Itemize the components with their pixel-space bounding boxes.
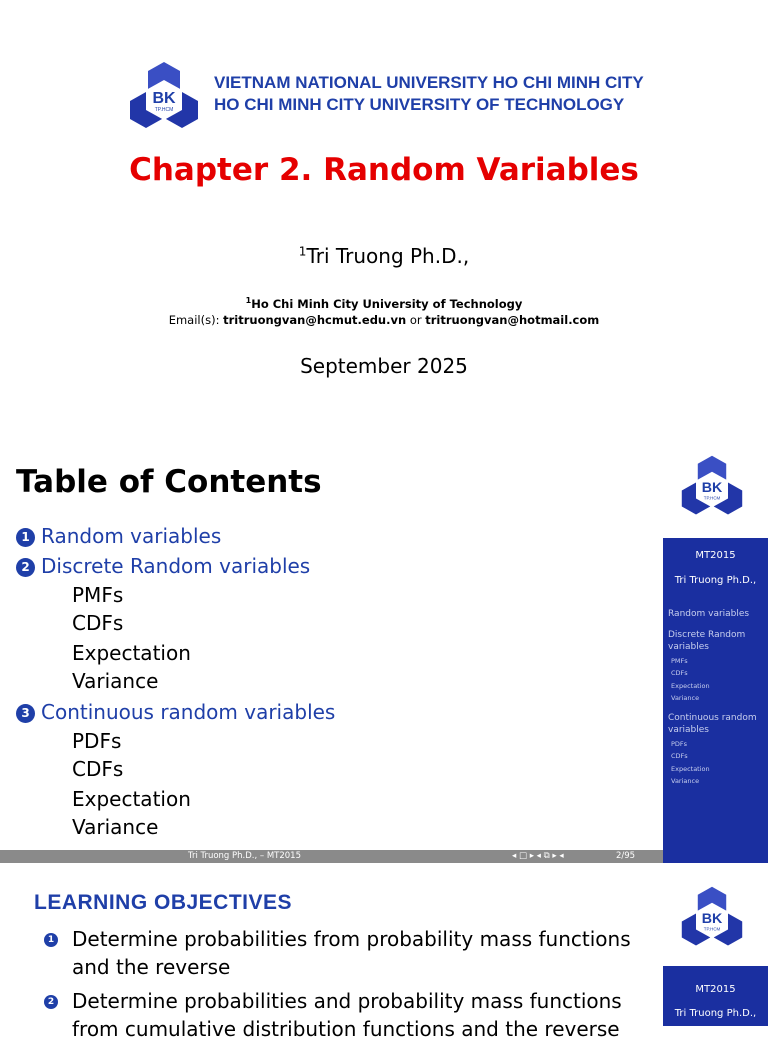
- objective-text: Determine probabilities from probability mass functions and the reverse: [72, 927, 631, 979]
- toc-section-label: Discrete Random variables: [41, 554, 311, 578]
- footer-author-course: Tri Truong Ph.D., – MT2015: [188, 851, 301, 861]
- university-name-line1: VIETNAM NATIONAL UNIVERSITY HO CHI MINH CITY: [214, 73, 644, 92]
- objective-item-2: [48, 987, 638, 1043]
- bk-logo-icon: [680, 454, 744, 518]
- sidebar-subitem-expectation[interactable]: Expectation: [671, 682, 710, 690]
- toc-section-label: Random variables: [41, 524, 222, 548]
- section-number-badge: 3: [16, 704, 35, 723]
- toc-slide: [0, 430, 768, 863]
- navigation-sidebar: [663, 966, 768, 1026]
- toc-section-1[interactable]: [16, 524, 221, 548]
- presentation-date: September 2025: [300, 354, 468, 378]
- bk-logo-icon: [128, 60, 200, 132]
- toc-section-3[interactable]: [16, 700, 335, 724]
- objectives-title: LEARNING OBJECTIVES: [34, 891, 293, 914]
- footer-sidebar-segment: [663, 850, 768, 863]
- objectives-slide: [0, 863, 768, 1041]
- sidebar-subitem-pdfs[interactable]: PDFs: [671, 740, 688, 748]
- logo-text: BK: [152, 90, 176, 107]
- toc-subsection-variance[interactable]: Variance: [72, 669, 159, 693]
- objective-number-badge: 1: [44, 933, 58, 947]
- navigation-controls-icon[interactable]: ◂ □ ▸ ◂ ⧉ ▸ ◂: [512, 851, 564, 861]
- author-name: Tri Truong Ph.D.,: [306, 244, 470, 268]
- toc-subsection-cdfs[interactable]: CDFs: [72, 757, 124, 781]
- university-header: [128, 60, 648, 132]
- sidebar-author: Tri Truong Ph.D.,: [674, 1008, 757, 1019]
- email-prefix: Email(s):: [168, 313, 220, 327]
- sidebar-subitem-variance[interactable]: Variance: [671, 777, 700, 785]
- email-primary[interactable]: tritruongvan@hcmut.edu.vn: [223, 313, 407, 327]
- email-or: or: [409, 313, 422, 327]
- logo-subtext: TP.HCM: [154, 107, 174, 113]
- sidebar-subitem-pmfs[interactable]: PMFs: [671, 657, 688, 665]
- objective-text: Determine probabilities and probability mass functions from cumulative distribution functions and the reverse: [72, 989, 622, 1041]
- toc-section-label: Continuous random variables: [41, 700, 336, 724]
- logo-text: BK: [701, 911, 723, 928]
- author-line: [0, 244, 768, 268]
- logo-subtext: TP.HCM: [703, 926, 721, 932]
- sidebar-subitem-variance[interactable]: Variance: [671, 694, 700, 702]
- footer-page-number: 2/95: [616, 851, 636, 861]
- toc-subsection-expectation[interactable]: Expectation: [72, 641, 191, 665]
- objective-number-badge: 2: [44, 995, 58, 1009]
- affiliation-superscript: 1: [245, 296, 252, 305]
- section-number-badge: 1: [16, 528, 35, 547]
- sidebar-item-continuous[interactable]: Continuous random variables: [668, 713, 757, 735]
- sidebar-item-discrete[interactable]: Discrete Random variables: [668, 630, 746, 652]
- slide-footer: [0, 850, 663, 863]
- sidebar-item-random-variables[interactable]: Random variables: [668, 609, 750, 619]
- university-name-line2: HO CHI MINH CITY UNIVERSITY OF TECHNOLOGY: [214, 95, 625, 114]
- objective-item-1: [48, 925, 638, 981]
- toc-subsection-pdfs[interactable]: PDFs: [72, 729, 122, 753]
- toc-subsection-expectation[interactable]: Expectation: [72, 787, 191, 811]
- toc-subsection-pmfs[interactable]: PMFs: [72, 583, 124, 607]
- navigation-sidebar: [663, 538, 768, 850]
- sidebar-course: MT2015: [695, 984, 736, 995]
- logo-text: BK: [701, 480, 723, 497]
- author-superscript: 1: [298, 244, 307, 259]
- chapter-title: Chapter 2. Random Variables: [129, 152, 639, 188]
- toc-title: Table of Contents: [16, 464, 322, 500]
- sidebar-author: Tri Truong Ph.D.,: [674, 575, 757, 586]
- email-secondary[interactable]: tritruongvan@hotmail.com: [425, 313, 600, 327]
- toc-section-2[interactable]: [16, 554, 310, 578]
- sidebar-subitem-cdfs[interactable]: CDFs: [671, 752, 688, 760]
- sidebar-subitem-cdfs[interactable]: CDFs: [671, 669, 688, 677]
- toc-subsection-variance[interactable]: Variance: [72, 815, 159, 839]
- affiliation: Ho Chi Minh City University of Technology: [251, 296, 523, 311]
- logo-subtext: TP.HCM: [703, 495, 721, 501]
- affiliation-line: [0, 296, 768, 311]
- sidebar-subitem-expectation[interactable]: Expectation: [671, 765, 710, 773]
- bk-logo-icon: [680, 885, 744, 949]
- title-slide: [0, 0, 768, 430]
- email-line: [0, 313, 768, 327]
- toc-subsection-cdfs[interactable]: CDFs: [72, 611, 124, 635]
- sidebar-course: MT2015: [695, 550, 736, 561]
- section-number-badge: 2: [16, 558, 35, 577]
